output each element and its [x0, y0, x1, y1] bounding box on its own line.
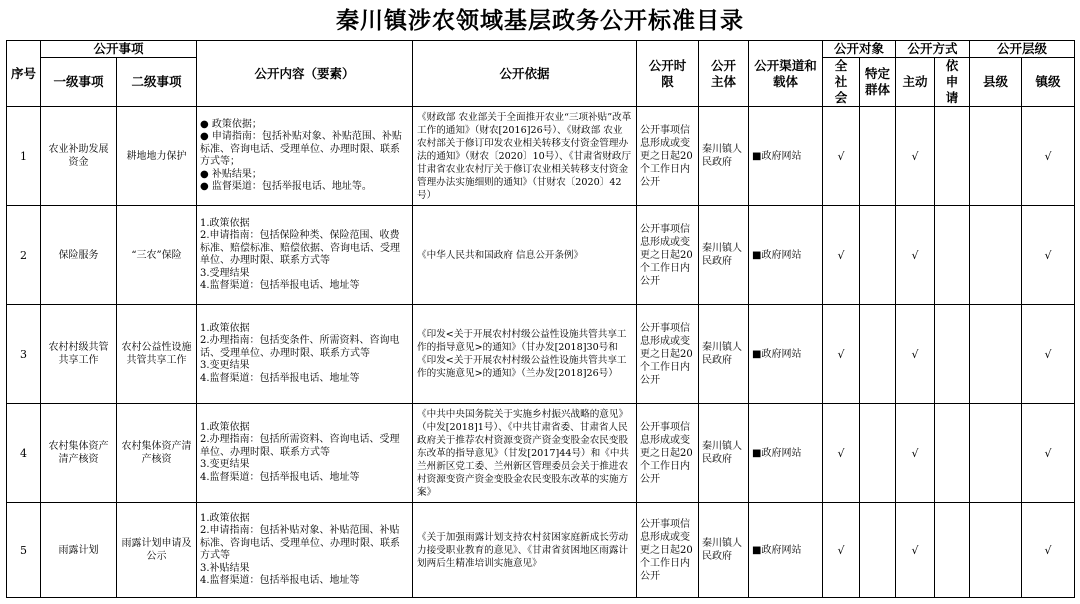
row-content [197, 107, 413, 206]
check-society: √ [823, 305, 860, 404]
check-specific [860, 503, 896, 598]
row-level1: 农业补助发展资金 [41, 107, 117, 206]
row-time: 公开事项信息形成或变更之日起20个工作日内公开 [637, 107, 699, 206]
row-basis: 《关于加强雨露计划支持农村贫困家庭新成长劳动力接受职业教育的意见》、《甘肃省贫困地区雨露计划两后生精准培训实施意见》 [413, 503, 637, 598]
check-active: √ [896, 503, 935, 598]
page-title: 秦川镇涉农领域基层政务公开标准目录 [336, 7, 744, 34]
header-subject: 公开主体 [699, 41, 749, 107]
header-level-group: 公开层级 [970, 41, 1075, 58]
header-content: 公开内容（要素） [197, 41, 413, 107]
row-time: 公开事项信息形成或变更之日起20个工作日内公开 [637, 206, 699, 305]
check-society: √ [823, 503, 860, 598]
check-county [970, 305, 1022, 404]
row-seq: 1 [7, 107, 41, 206]
check-specific [860, 404, 896, 503]
check-town: √ [1022, 404, 1075, 503]
content-line: 1.政策依据 [200, 421, 250, 433]
check-on-request [935, 206, 970, 305]
row-channel: ■政府网站 [749, 503, 823, 598]
header-seq: 序号 [7, 41, 41, 107]
row-channel: ■政府网站 [749, 305, 823, 404]
check-on-request [935, 305, 970, 404]
content-line: 3.补贴结果 [200, 562, 250, 574]
row-subject: 秦川镇人民政府 [699, 404, 749, 503]
check-town: √ [1022, 305, 1075, 404]
row-level2: 耕地地力保护 [117, 107, 197, 206]
check-active: √ [896, 107, 935, 206]
check-on-request [935, 503, 970, 598]
content-line: ● 监督渠道：包括举报电话、地址等。 [200, 181, 372, 192]
header-level1: 一级事项 [41, 58, 117, 107]
table-row [7, 206, 1075, 305]
check-society: √ [823, 206, 860, 305]
row-channel: ■政府网站 [749, 107, 823, 206]
check-active: √ [896, 305, 935, 404]
check-specific [860, 305, 896, 404]
table-row [7, 305, 1075, 404]
row-level1: 农村村级共管共享工作 [41, 305, 117, 404]
header-level2: 二级事项 [117, 58, 197, 107]
header-town: 镇级 [1022, 58, 1075, 107]
header-target-group: 公开对象 [823, 41, 896, 58]
check-active: √ [896, 206, 935, 305]
header-on-request: 依申请 [935, 58, 970, 107]
check-active: √ [896, 404, 935, 503]
check-on-request [935, 404, 970, 503]
row-basis: 《中共中央国务院关于实施乡村振兴战略的意见》（中发[2018]1号）、《中共甘肃省委、甘肃省人民政府关于推荐农村资源变资产资金变股金农民变股东改革的指导意见》（甘发[2017]44号）和《中共兰州新区党工委、兰州新区管理委员会关于推进农村资源变资产资金变股金农民变股东改革的实施方案》 [413, 404, 637, 503]
table-row [7, 404, 1075, 503]
row-time: 公开事项信息形成或变更之日起20个工作日内公开 [637, 305, 699, 404]
row-channel: ■政府网站 [749, 404, 823, 503]
row-level2: 农村公益性设施共管共享工作 [117, 305, 197, 404]
row-content [197, 305, 413, 404]
row-time: 公开事项信息形成或变更之日起20个工作日内公开 [637, 503, 699, 598]
row-level2: “三农”保险 [117, 206, 197, 305]
content-line: 1.政策依据 [200, 512, 250, 524]
row-basis: 《财政部 农业部关于全面推开农业“三项补贴”改革工作的通知》（财农[2016]26号）、《财政部 农业农村部关于修订印发农业相关转移支付资金管理办法的通知》（财农〔2020〕10号）、《甘肃省财政厅 甘肃省农业农村厅关于修订农业相关转移支付资金管理办法实施细则的通知》（甘财农〔2020〕42号） [413, 107, 637, 206]
check-society: √ [823, 107, 860, 206]
content-line: 4.监督渠道：包括举报电话、地址等 [200, 471, 360, 483]
row-seq: 3 [7, 305, 41, 404]
row-level1: 农村集体资产清产核资 [41, 404, 117, 503]
row-level2: 雨露计划申请及公示 [117, 503, 197, 598]
header-channel: 公开渠道和载体 [749, 41, 823, 107]
content-line: 2.申请指南：包括补贴对象、补贴范围、补贴标准、咨询电话、受理单位、办理时限、联系方式等 [200, 525, 401, 561]
check-specific [860, 206, 896, 305]
row-level1: 雨露计划 [41, 503, 117, 598]
content-line: 4.监督渠道：包括举报电话、地址等 [200, 575, 360, 586]
row-seq: 2 [7, 206, 41, 305]
header-method-group: 公开方式 [896, 41, 970, 58]
row-channel: ■政府网站 [749, 206, 823, 305]
content-line: 3.变更结果 [200, 360, 250, 372]
check-county [970, 206, 1022, 305]
header-specific: 特定群体 [860, 58, 896, 107]
row-basis: 《印发<关于开展农村村级公益性设施共管共享工作的指导意见>的通知》（甘办发[2018]30号和《印发<关于开展农村村级公益性设施共管共享工作的实施意见>的通知》（兰办发[2018]26号） [413, 305, 637, 404]
content-line: 2.办理指南：包括所需资料、咨询电话、受理单位、办理时限、联系方式等 [200, 434, 400, 458]
content-line: 4.监督渠道：包括举报电话、地址等 [200, 280, 360, 291]
content-line: 3.受理结果 [200, 267, 250, 279]
disclosure-catalog-table [6, 40, 1075, 598]
row-basis: 《中华人民共和国政府 信息公开条例》 [413, 206, 637, 305]
header-county: 县级 [970, 58, 1022, 107]
row-subject: 秦川镇人民政府 [699, 107, 749, 206]
table-row [7, 107, 1075, 206]
content-line: ● 补贴结果； [200, 168, 262, 180]
content-line: 3.变更结果 [200, 459, 250, 471]
content-line: ● 政策依据； [200, 118, 262, 130]
content-line: 2.申请指南：包括保险种类、保险范围、收费标准、赔偿标准、赔偿依据、咨询电话、受理单位、办理时限、联系方式等 [200, 230, 401, 266]
content-line: 1.政策依据 [200, 217, 250, 229]
check-town: √ [1022, 206, 1075, 305]
check-town: √ [1022, 107, 1075, 206]
header-item-group: 公开事项 [41, 41, 197, 58]
check-society: √ [823, 404, 860, 503]
header-society: 全社会 [823, 58, 860, 107]
table-row [7, 503, 1075, 598]
row-seq: 5 [7, 503, 41, 598]
row-content [197, 503, 413, 598]
header-active: 主动 [896, 58, 935, 107]
row-subject: 秦川镇人民政府 [699, 503, 749, 598]
check-on-request [935, 107, 970, 206]
row-seq: 4 [7, 404, 41, 503]
check-county [970, 503, 1022, 598]
row-subject: 秦川镇人民政府 [699, 206, 749, 305]
check-county [970, 404, 1022, 503]
row-content [197, 206, 413, 305]
check-specific [860, 107, 896, 206]
row-level2: 农村集体资产清产核资 [117, 404, 197, 503]
row-time: 公开事项信息形成或变更之日起20个工作日内公开 [637, 404, 699, 503]
header-basis: 公开依据 [413, 41, 637, 107]
row-subject: 秦川镇人民政府 [699, 305, 749, 404]
content-line: 4.监督渠道：包括举报电话、地址等 [200, 372, 360, 384]
check-town: √ [1022, 503, 1075, 598]
row-content [197, 404, 413, 503]
content-line: 1.政策依据 [200, 322, 250, 334]
row-level1: 保险服务 [41, 206, 117, 305]
content-line: 2.办理指南：包括变条件、所需资料、咨询电话、受理单位、办理时限、联系方式等 [200, 335, 400, 359]
content-line: ● 申请指南：包括补贴对象、补贴范围、补贴标准、咨询电话、受理单位、办理时限、联系方式等； [200, 131, 402, 167]
header-time: 公开时限 [637, 41, 699, 107]
check-county [970, 107, 1022, 206]
